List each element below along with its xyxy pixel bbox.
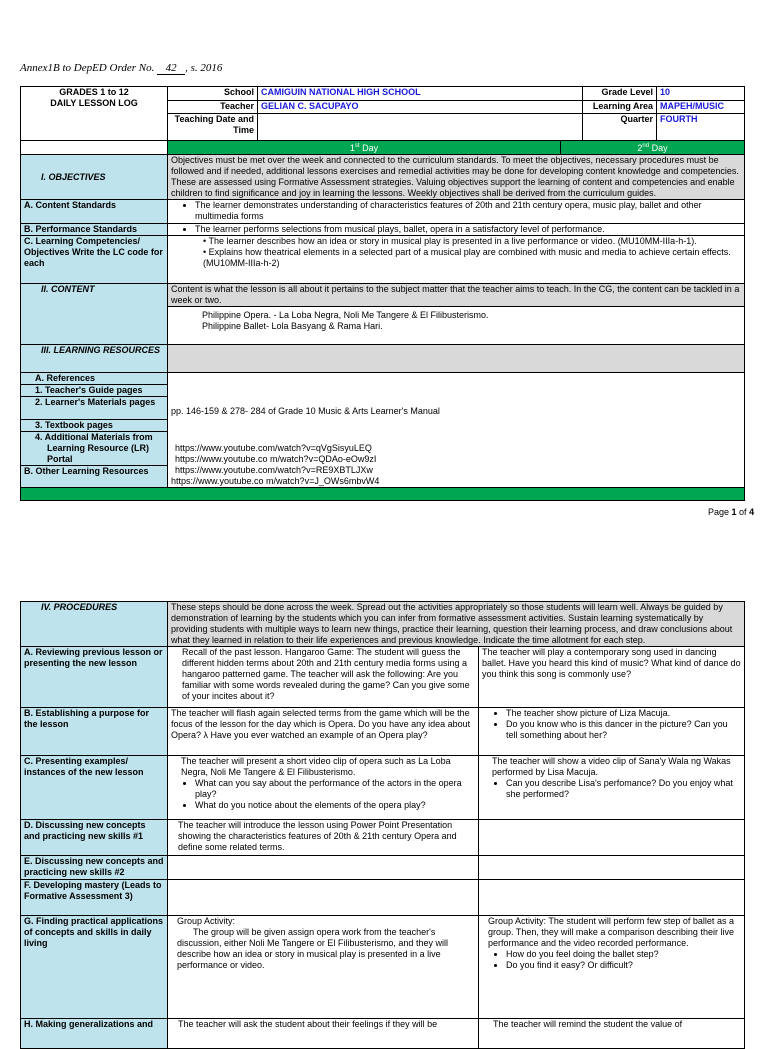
teaching-date-label: Teaching Date and Time — [168, 114, 258, 141]
generalizations-day1: The teacher will ask the student about their feelings if they will be — [168, 1019, 479, 1049]
discussing-concepts2-label: E. Discussing new concepts and practicing new skills #2 — [21, 856, 168, 880]
presenting-day1-intro: The teacher will present a short video clip of opera such as La Loba Negra, Noli Me Tangere & El Filibusterismo. — [181, 756, 451, 777]
establishing-purpose-label: B. Establishing a purpose for the lesson — [21, 708, 168, 756]
generalizations-day2: The teacher will remind the student the value of — [479, 1019, 745, 1049]
teacher-label: Teacher — [168, 101, 258, 114]
reviewing-lesson-day2: The teacher will play a contemporary song used in dancing ballet. Have you heard this kind of music? What kind of dance do you think this song is commonly use? — [479, 647, 745, 708]
lesson-log-page1 — [20, 86, 745, 501]
quarter-value: FOURTH — [657, 114, 745, 141]
practical-applications-day2 — [479, 916, 745, 1019]
discussing-concepts1-day2 — [479, 820, 745, 856]
group-activity-day2-item: • Do you find it easy? Or difficult? — [506, 960, 741, 971]
generalizations-label: H. Making generalizations and — [21, 1019, 168, 1049]
resource-link[interactable]: https://www.youtube.com/watch?v=qVgSisyuLEQ — [175, 443, 372, 453]
group-activity-day2-item: • How do you feel doing the ballet step? — [506, 949, 741, 960]
procedures-heading: IV. PROCEDURES — [21, 602, 168, 647]
learning-area-value: MAPEH/MUSIC — [657, 101, 745, 114]
resources-label-column — [21, 373, 168, 488]
content-heading: II. CONTENT — [21, 284, 168, 345]
objectives-heading: I. OBJECTIVES — [21, 155, 168, 200]
discussing-concepts1-day1: The teacher will introduce the lesson using Power Point Presentation showing the characteristics features of 20th & 21th century Opera and define some related terms. — [168, 820, 479, 856]
competency-1: • The learner describes how an idea or story in musical play is presented in a live performance or video. (MU10MM-IIIa-h-1). — [203, 236, 697, 246]
grade-level-value: 10 — [657, 87, 745, 101]
discussing-concepts2-day2 — [479, 856, 745, 880]
day2-header: 2nd Day — [561, 141, 745, 155]
objectives-note: Objectives must be met over the week and connected to the curriculum standards. To meet the objectives, necessary procedures must be followed and if needed, additional lessons exercises and remedial activities may be done for developing content knowledge and competencies. These are assessed using Formative Assessment strategies. Valuing objectives support the learning of content and competencies and enable children to find significance and joy in learning the lessons. Weekly objectives shall be derived from the curriculum guides. — [168, 155, 745, 200]
performance-standards-cell — [168, 224, 745, 236]
practical-applications-label: G. Finding practical applications of concepts and skills in daily living — [21, 916, 168, 1019]
presenting-examples-day1 — [168, 756, 479, 820]
discussing-concepts1-label: D. Discussing new concepts and practicing new skills #1 — [21, 820, 168, 856]
reviewing-lesson-day1: Recall of the past lesson. Hangaroo Game: The student will guess the different hidden terms about 20th and 21th century media forms using a hangaroo patterned game. The teacher will ask the following: Are you familiar with some words revealed during the game? Can you give some of your incites about it? — [168, 647, 479, 708]
day-header-blank — [21, 141, 168, 155]
content-standards-cell — [168, 200, 745, 224]
annex-header — [20, 62, 222, 75]
establishing-purpose-day2 — [479, 708, 745, 756]
reviewing-lesson-label: A. Reviewing previous lesson or presenting the new lesson — [21, 647, 168, 708]
content-line-ballet: Philippine Ballet- Lola Basyang & Rama Hari. — [202, 321, 383, 331]
developing-mastery-day1 — [168, 880, 479, 916]
content-standards-text: • The learner demonstrates understanding of characteristics features of 20th and 21th century opera, music play, ballet and other multimedia forms — [195, 200, 741, 222]
learning-area-label: Learning Area — [583, 101, 657, 114]
resources-content-column — [168, 373, 745, 488]
lesson-log-page2 — [20, 601, 745, 1049]
developing-mastery-label: F. Developing mastery (Leads to Formative Assessment 3) — [21, 880, 168, 916]
content-note: Content is what the lesson is all about it pertains to the subject matter that the teacher aims to teach. In the CG, the content can be tackled in a week or two. — [168, 284, 745, 307]
presenting-examples-label: C. Presenting examples/ instances of the new lesson — [21, 756, 168, 820]
resource-link[interactable]: https://www.youtube.co m/watch?v=J_OWs6mbvW4 — [171, 476, 380, 486]
presenting-day2-intro: The teacher will show a video clip of Sana'y Wala ng Wakas performed by Lisa Macuja. — [492, 756, 731, 777]
quarter-label: Quarter — [583, 114, 657, 141]
competencies-cell — [168, 236, 745, 284]
annex-suffix: , s. 2016 — [185, 62, 223, 74]
school-label: School — [168, 87, 258, 101]
day1-header: 1st Day — [168, 141, 561, 155]
learners-materials-label: 2. Learner's Materials pages — [21, 397, 167, 420]
establishing-purpose-day1: The teacher will flash again selected terms from the game which will be the focus of the lesson for the day which is Opera. Do you have any idea about Opera? λ Have you ever watched an example of an Opera play? — [168, 708, 479, 756]
textbook-pages-label: 3. Textbook pages — [21, 420, 167, 432]
purpose-day2-item: • Do you know who is this dancer in the picture? Can you tell something about her? — [506, 719, 741, 741]
presenting-day2-item: • Can you describe Lisa's perfomance? Do you enjoy what she performed? — [506, 778, 741, 800]
log-title-grades: GRADES 1 to 12 — [59, 87, 129, 97]
other-resources-label: B. Other Learning Resources — [24, 466, 149, 476]
competency-2: • Explains how theatrical elements in a selected part of a musical play are combined with music and media to achieve certain effects. (MU10MM-IIIa-h-2) — [203, 247, 731, 268]
purpose-day2-item: • The teacher show picture of Liza Macuja. — [506, 708, 741, 719]
teaching-date-value — [258, 114, 583, 141]
group-activity-day2-text: Group Activity: The student will perform few step of ballet as a group. Then, they will make a comparison describing their live performance and the video recorded performance. — [488, 916, 734, 948]
presenting-day1-item: • What can you say about the performance of the actors in the opera play? — [195, 778, 475, 800]
performance-standards-label: B. Performance Standards — [21, 224, 168, 236]
teachers-guide-label: 1. Teacher's Guide pages — [21, 385, 167, 397]
teacher-value: GELIAN C. SACUPAYO — [258, 101, 583, 114]
learners-manual-pages: pp. 146-159 & 278- 284 of Grade 10 Music & Arts Learner's Manual — [171, 406, 440, 416]
page-number: Page 1 of 4 — [708, 507, 755, 517]
page1-green-footer-bar — [21, 488, 745, 501]
content-standards-label: A. Content Standards — [21, 200, 168, 224]
practical-applications-day1 — [168, 916, 479, 1019]
group-activity-day1-text: The group will be given assign opera work from the teacher's discussion, either Noli Me Tangere or El Filibusterismo, and they will describe how an idea or story in musical play is presented in a live performance or video. — [177, 927, 448, 970]
group-activity-title: Group Activity: — [177, 916, 236, 926]
learning-resources-heading: III. LEARNING RESOURCES — [21, 345, 168, 373]
grade-level-label: Grade Level — [583, 87, 657, 101]
procedures-note: These steps should be done across the week. Spread out the activities appropriately so those students will learn well. Always be guided by demonstration of learning by the students which you can infer from formative assessment activities. Sustain learning systematically by providing students with multiple ways to learn new things, practice their learning, question their learning process, and draw conclusions about what they learned in relation to their life experiences and previous knowledge. Indicate the time allotment for each step. — [168, 602, 745, 647]
references-label: A. References — [21, 373, 167, 385]
additional-materials-label: 4. Additional Materials from Learning Resource (LR) Portal — [21, 432, 167, 466]
content-line-opera: Philippine Opera. - La Loba Negra, Noli Me Tangere & El Filibusterismo. — [202, 310, 489, 320]
log-title-cell — [21, 87, 168, 141]
resource-link[interactable]: https://www.youtube.com/watch?v=RE9XBTLJXw — [175, 465, 373, 475]
competencies-label: C. Learning Competencies/ Objectives Write the LC code for each — [21, 236, 168, 284]
learning-resources-gray — [168, 345, 745, 373]
annex-order-number: 42 — [157, 62, 185, 75]
log-title-daily: DAILY LESSON LOG — [50, 98, 138, 108]
school-value: CAMIGUIN NATIONAL HIGH SCHOOL — [258, 87, 583, 101]
presenting-day1-item: • What do you notice about the elements of the opera play? — [195, 800, 475, 811]
resource-link[interactable]: https://www.youtube.co m/watch?v=QDAo-eOw9zI — [175, 454, 377, 464]
developing-mastery-day2 — [479, 880, 745, 916]
performance-standards-text: • The learner performs selections from musical plays, ballet, opera in a satisfactory level of performance. — [195, 224, 741, 235]
discussing-concepts2-day1 — [168, 856, 479, 880]
content-topics — [168, 307, 745, 345]
annex-prefix: Annex1B to DepED Order No. — [20, 62, 155, 74]
presenting-examples-day2 — [479, 756, 745, 820]
